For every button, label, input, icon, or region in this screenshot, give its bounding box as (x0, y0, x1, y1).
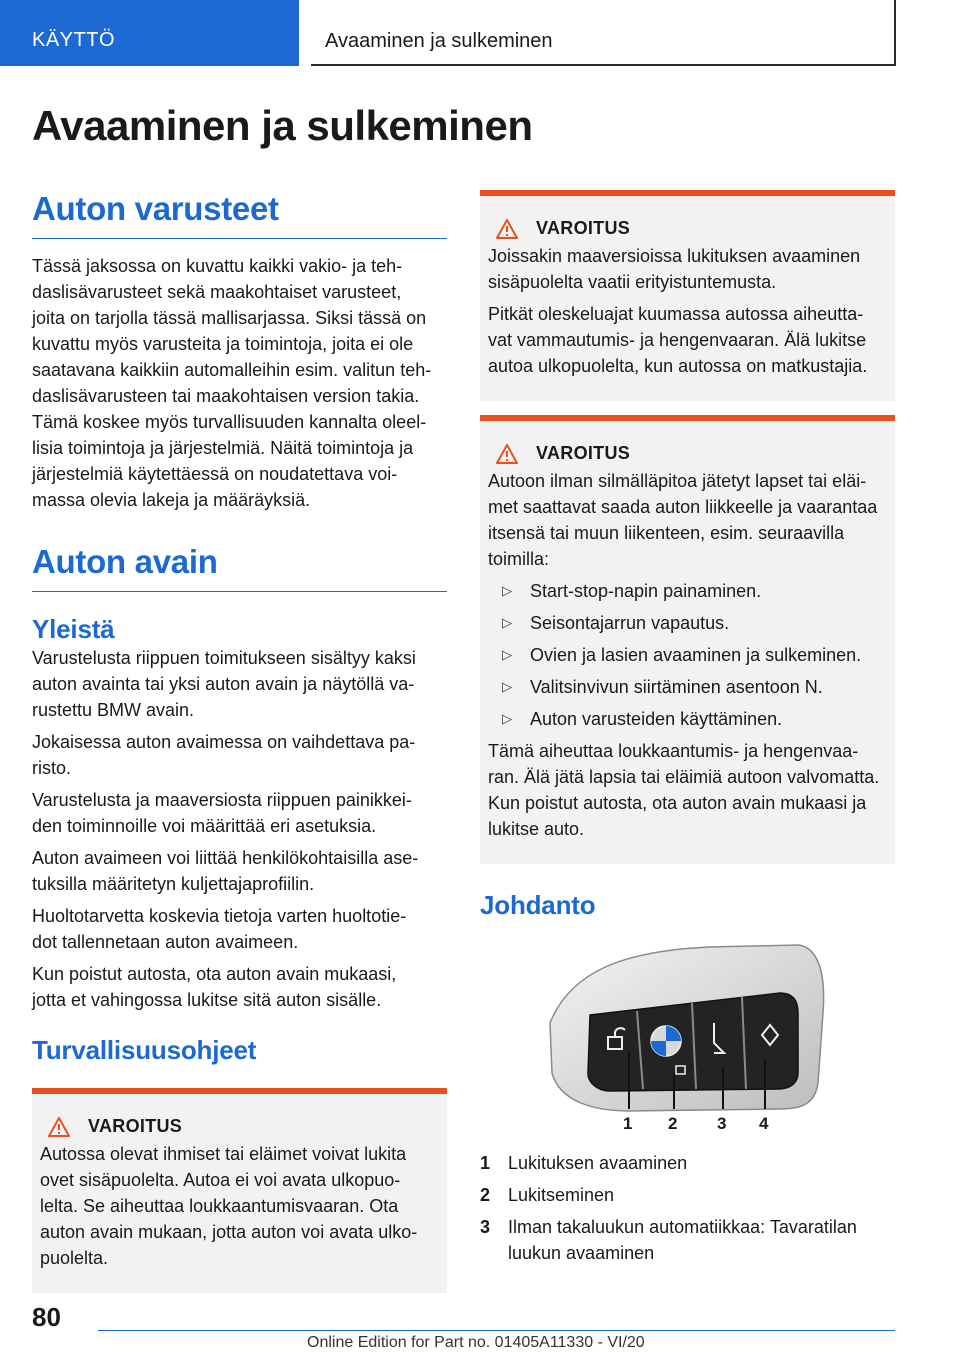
warning-triangle-icon (496, 219, 518, 239)
page-number: 80 (32, 1302, 61, 1332)
safety-warning-box (32, 1088, 447, 1293)
key-paragraph-5: Huoltotarvetta koskevia tietoja varten huoltotie- dot tallennetaan auton avaimeen. (32, 906, 407, 952)
triangle-bullet-icon: ▷ (502, 647, 512, 662)
general-heading: Yleistä (32, 614, 115, 644)
warning1-paragraph-2: Pitkät oleskeluajat kuumassa autossa aiheutta- vat vammautumis- ja hengenvaaran. Älä lukitse autoa ulkopuolelta, kun autossa on matkustajia. (488, 304, 868, 376)
list-item: ▷ Auton varusteiden käyttäminen. (488, 706, 887, 732)
triangle-bullet-icon: ▷ (502, 711, 512, 726)
warning-label: VAROITUS (536, 443, 631, 463)
key-paragraph-6: Kun poistut autosta, ota auton avain mukaasi, jotta et vahingossa lukitse sitä auton sisälle. (32, 964, 397, 1010)
key-paragraph-4: Auton avaimeen voi liittää henkilökohtaisilla ase- tuksilla määritetyn kuljettajaprofiilin. (32, 848, 419, 894)
warning-header (40, 1116, 439, 1137)
key-paragraph-3: Varustelusta ja maaversiosta riippuen painikkei- den toiminnoille voi määrittää eri asetuksia. (32, 790, 412, 836)
equipment-paragraph: Tässä jaksossa on kuvattu kaikki vakio- ja teh- daslisävarusteet sekä maakohtaiset varusteet, joita on tarjolla tässä mallisarjassa. Siksi tässä on kuvattu myös varusteita ja toimintoja, joita ei ole saatavana kaikkiin automalleihin esim. valitun teh- daslisävarusteen tai maakohtaisen version takia. Tämä koskee myös turvallisuuden kannalta oleel- lisia toimintoja ja järjestelmiä. Näitä toimintoja ja järjestelmiä käytettäessä on noudatettava voi- massa olevia lakeja ja määräyksiä. (32, 256, 432, 510)
figure-label-1: 1 (623, 1114, 633, 1133)
warning-box-1 (480, 190, 895, 401)
footer-divider (98, 1330, 895, 1331)
footer-edition[interactable]: Online Edition for Part no. 01405A11330 - VI/20 (307, 1334, 645, 1351)
list-item: 1 Lukituksen avaaminen (480, 1153, 688, 1173)
section-tab[interactable]: KÄYTTÖ (0, 0, 299, 66)
list-item: ▷ Seisontajarrun vapautus. (488, 610, 887, 636)
list-item: ▷ Ovien ja lasien avaaminen ja sulkeminen. (488, 642, 887, 668)
figure-label-2: 2 (668, 1114, 678, 1133)
warning-header (488, 443, 887, 464)
figure-legend (480, 1150, 895, 1266)
key-paragraph-1: Varustelusta riippuen toimitukseen sisältyy kaksi auton avainta tai yksi auton avain ja näytöllä va- rustettu BMW avain. (32, 648, 416, 720)
car-key-illustration (480, 933, 895, 1133)
page-title: Avaaminen ja sulkeminen (32, 102, 533, 149)
list-item: ▷ Start-stop-napin painaminen. (488, 578, 887, 604)
warning2-outro: Tämä aiheuttaa loukkaantumis- ja hengenvaa- ran. Älä jätä lapsia tai eläimiä autoon valvomatta. Kun poistut autosta, ota auton avain mukaasi ja lukitse auto. (488, 741, 880, 839)
key-heading: Auton avain (32, 543, 447, 592)
safety-heading: Turvallisuusohjeet (32, 1035, 257, 1065)
warning1-paragraph-1: Joissakin maaversioissa lukituksen avaaminen sisäpuolelta vaatii erityistuntemusta. (488, 246, 861, 292)
page-header (0, 0, 960, 66)
warning-box-2 (480, 415, 895, 864)
warning2-bullet-list (488, 578, 887, 732)
chapter-tab[interactable]: Avaaminen ja sulkeminen (311, 0, 896, 66)
triangle-bullet-icon: ▷ (502, 615, 512, 630)
list-item: 2 Lukitseminen (480, 1185, 615, 1205)
triangle-bullet-icon: ▷ (502, 583, 512, 598)
figure-label-3: 3 (717, 1114, 727, 1133)
warning2-intro: Autoon ilman silmälläpitoa jätetyt lapset tai eläi- met saattavat saada auton liikkeelle ja vaarantaa itsensä tai muun liikenteen, esim. seuraavilla toimilla: (488, 471, 878, 569)
equipment-heading: Auton varusteet (32, 190, 447, 239)
triangle-bullet-icon: ▷ (502, 679, 512, 694)
list-item: 3 Ilman takaluukun automatiikkaa: Tavaratilan luukun avaaminen (480, 1217, 857, 1263)
safety-warning-text: Autossa olevat ihmiset tai eläimet voivat lukita ovet sisäpuolelta. Autoa ei voi avata ulkopuo- lelta. Se aiheuttaa loukkaantumisvaaran. Ota auton avain mukaan, jotta auton voi avata ulko- puolelta. (40, 1144, 418, 1268)
warning-header (488, 218, 887, 239)
warning-label: VAROITUS (88, 1116, 183, 1136)
left-column (32, 190, 447, 1293)
figure-label-4: 4 (759, 1114, 769, 1133)
warning-triangle-icon (48, 1117, 70, 1137)
list-item: ▷ Valitsinvivun siirtäminen asentoon N. (488, 674, 887, 700)
warning-triangle-icon (496, 444, 518, 464)
right-column (480, 190, 895, 1272)
intro-heading: Johdanto (480, 890, 596, 920)
warning-label: VAROITUS (536, 218, 631, 238)
key-paragraph-2: Jokaisessa auton avaimessa on vaihdettava pa- risto. (32, 732, 416, 778)
